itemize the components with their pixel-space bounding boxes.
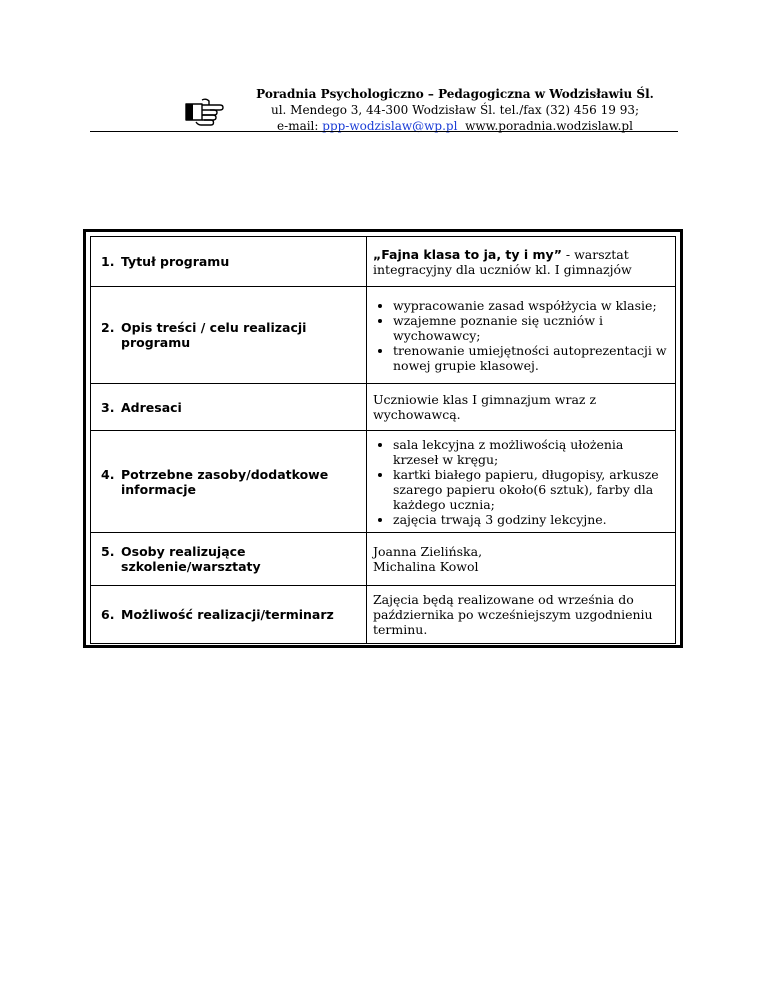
- organization-name: Poradnia Psychologiczno – Pedagogiczna w Wodzisławiu Śl.: [256, 87, 654, 101]
- header-divider: [90, 131, 678, 132]
- row-label: 3. Adresaci: [91, 384, 367, 431]
- trainer-name: Michalina Kowol: [373, 559, 479, 574]
- row-label-text: Możliwość realizacji/terminarz: [121, 607, 334, 622]
- website-text: www.poradnia.wodzislaw.pl: [465, 119, 633, 133]
- list-item: • trenowanie umiejętności autoprezentacji w nowej grupie klasowej.: [393, 343, 669, 373]
- row-label-text: Adresaci: [121, 399, 182, 415]
- row-label: 5. Osoby realizujące szkolenie/warsztaty: [91, 533, 367, 586]
- row-value: Zajęcia będą realizowane od września do października po wcześniejszym uzgodnieniu terminu.: [367, 586, 676, 644]
- row-label: 2. Opis treści / celu realizacji programu: [91, 287, 367, 384]
- email-link[interactable]: ppp-wodzislaw@wp.pl: [322, 119, 458, 133]
- row-label-text: Osoby realizujące szkolenie/warsztaty: [121, 544, 261, 574]
- row-label-text: Opis treści / celu realizacji programu: [121, 320, 307, 350]
- program-table: [90, 236, 676, 644]
- list-item: • zajęcia trwają 3 godziny lekcyjne.: [393, 512, 669, 527]
- row-value: [367, 431, 676, 533]
- organization-address: ul. Mendego 3, 44-300 Wodzisław Śl. tel./fax (32) 456 19 93;: [270, 103, 640, 117]
- email-prefix: e-mail:: [277, 119, 323, 133]
- list-item: • kartki białego papieru, długopisy, arkusze szarego papieru około(6 sztuk), farby dla każdego ucznia;: [393, 467, 669, 512]
- table-row: [91, 431, 676, 533]
- row-label: 4. Potrzebne zasoby/dodatkowe informacje: [91, 431, 367, 533]
- resources-list: [373, 437, 669, 527]
- list-item: • wypracowanie zasad współżycia w klasie;: [393, 298, 669, 313]
- trainer-name: Joanna Zielińska,: [373, 544, 483, 559]
- row-value: Uczniowie klas I gimnazjum wraz z wychowawcą.: [367, 384, 676, 431]
- program-subtitle: - warsztat integracyjny dla uczniów kl. I gimnazjów: [373, 246, 632, 277]
- row-label-text: Potrzebne zasoby/dodatkowe informacje: [121, 466, 329, 497]
- table-row: [91, 586, 676, 644]
- row-label-text: Tytuł programu: [121, 254, 230, 269]
- row-label: 1. Tytuł programu: [91, 237, 367, 287]
- row-value: [367, 287, 676, 384]
- program-table-frame: [83, 229, 683, 648]
- table-row: [91, 533, 676, 586]
- program-title: „Fajna klasa to ja, ty i my”: [373, 246, 562, 262]
- goals-list: [373, 298, 669, 373]
- table-row: [91, 287, 676, 384]
- table-row: [91, 237, 676, 287]
- row-value: [367, 533, 676, 586]
- pointing-hand-icon: [184, 96, 224, 126]
- row-label: 6. Możliwość realizacji/terminarz: [91, 586, 367, 644]
- table-row: [91, 384, 676, 431]
- list-item: • sala lekcyjna z możliwością ułożenia krzeseł w kręgu;: [393, 437, 669, 467]
- row-value: [367, 237, 676, 287]
- list-item: • wzajemne poznanie się uczniów i wychowawcy;: [393, 313, 669, 343]
